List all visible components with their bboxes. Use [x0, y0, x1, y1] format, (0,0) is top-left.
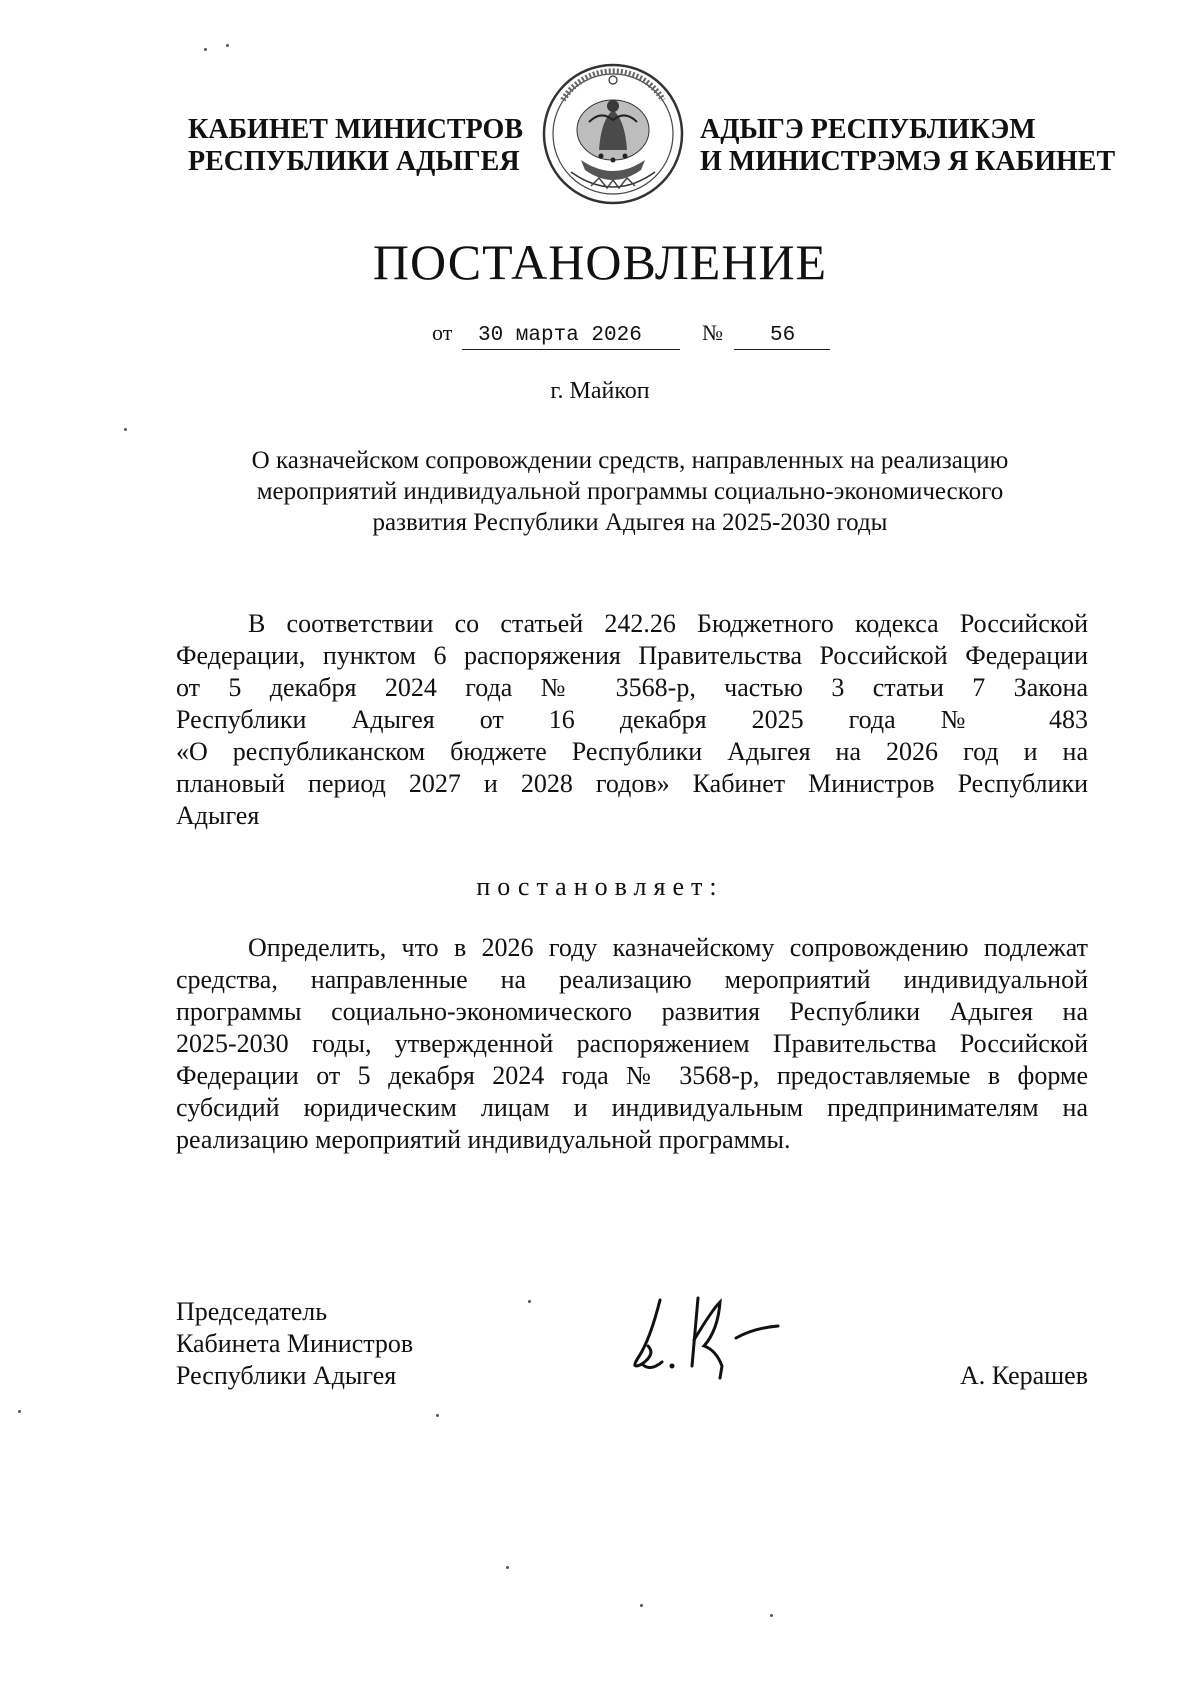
signatory-title-line: Кабинета Министров	[176, 1329, 414, 1358]
date-label: от	[432, 320, 453, 345]
scan-speck	[226, 44, 229, 47]
paragraph-line: 2025-2030 годы, утвержденной распоряжением Правительства Российской	[176, 1029, 1088, 1058]
decree-word: постановляет:	[476, 872, 724, 901]
issuer-line: КАБИНЕТ МИНИСТРОВ	[188, 114, 524, 145]
paragraph-line: плановый период 2027 и 2028 годов» Кабинет Министров Республики	[176, 769, 1088, 798]
scan-speck	[204, 48, 207, 51]
scan-speck	[640, 1604, 643, 1607]
subject-line: О казначейском сопровождении средств, направленных на реализацию	[251, 447, 1009, 474]
issuer-name-russian	[188, 114, 524, 178]
issuer-line: АДЫГЭ РЕСПУБЛИКЭМ	[700, 114, 1036, 145]
paragraph-line: реализацию мероприятий индивидуальной программы.	[176, 1125, 791, 1154]
scan-speck	[528, 1300, 531, 1303]
paragraph-line: В соответствии со статьей 242.26 Бюджетного кодекса Российской	[248, 609, 1088, 638]
scan-speck	[436, 1414, 439, 1417]
paragraph-line: Федерации, пунктом 6 распоряжения Правительства Российской Федерации	[176, 641, 1088, 670]
issuer-line: И МИНИСТРЭМЭ Я КАБИНЕТ	[700, 146, 1116, 177]
coat-of-arms-emblem	[541, 60, 685, 208]
signatory-title	[176, 1296, 413, 1392]
handwritten-signature	[620, 1280, 800, 1390]
signatory-title-line: Республики Адыгея	[176, 1361, 397, 1390]
scan-speck	[506, 1566, 509, 1569]
resolution-paragraph	[176, 932, 1088, 1156]
document-date: 30 марта 2026	[462, 324, 680, 350]
paragraph-line: от 5 декабря 2024 года № 3568-р, частью 3 статьи 7 Закона	[176, 673, 1088, 702]
issuer-name-adyghe	[700, 114, 1116, 178]
subject-line: мероприятий индивидуальной программы социально-экономического	[256, 478, 1004, 505]
subject-line: развития Республики Адыгея на 2025-2030 годы	[372, 509, 888, 536]
number-label: №	[702, 320, 723, 345]
paragraph-line: Федерации от 5 декабря 2024 года № 3568-р, предоставляемые в форме	[176, 1061, 1088, 1090]
paragraph-line: Республики Адыгея от 16 декабря 2025 года № 483	[176, 705, 1088, 734]
scan-speck	[124, 428, 127, 431]
scan-speck	[18, 1410, 21, 1413]
signatory-title-line: Председатель	[176, 1297, 328, 1326]
paragraph-line: «О республиканском бюджете Республики Адыгея на 2026 год и на	[176, 737, 1088, 766]
signatory-name: А. Керашев	[959, 1361, 1088, 1390]
paragraph-line: Адыгея	[176, 801, 260, 830]
paragraph-line: программы социально-экономического развития Республики Адыгея на	[176, 997, 1088, 1026]
preamble-paragraph	[176, 608, 1088, 832]
paragraph-line: субсидий юридическим лицам и индивидуальным предпринимателям на	[176, 1093, 1088, 1122]
scan-speck	[770, 1614, 773, 1617]
paragraph-line: Определить, что в 2026 году казначейскому сопровождению подлежат	[248, 933, 1088, 962]
document-number: 56	[734, 324, 830, 350]
city-of-issue: г. Майкоп	[550, 378, 650, 404]
document-subject	[190, 445, 1070, 538]
paragraph-line: средства, направленные на реализацию мероприятий индивидуальной	[176, 965, 1088, 994]
issuer-line: РЕСПУБЛИКИ АДЫГЕЯ	[188, 146, 520, 177]
document-type-title: ПОСТАНОВЛЕНИЕ	[372, 234, 828, 290]
